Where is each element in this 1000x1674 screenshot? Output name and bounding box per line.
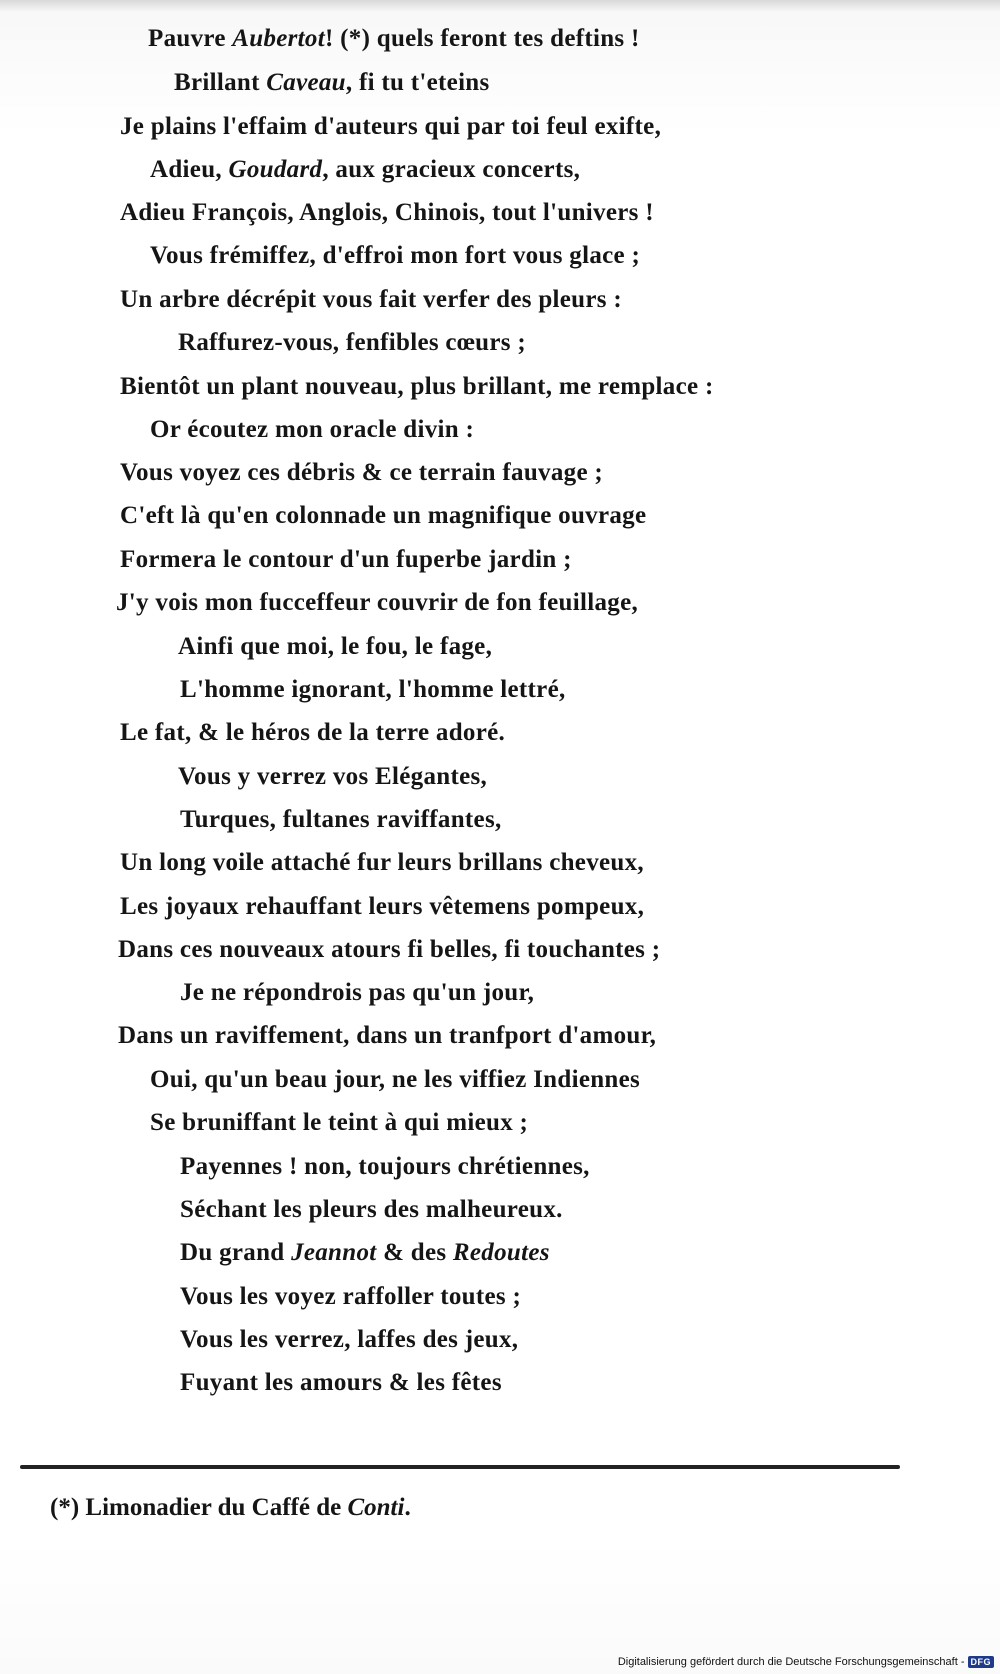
poem-line: Vous frémiffez, d'effroi mon fort vous glace ;	[150, 242, 641, 269]
italic-name: Redoutes	[452, 1239, 550, 1266]
credit-text: Digitalisierung gefördert durch die Deutsche Forschungsgemeinschaft -	[617, 1656, 965, 1668]
poem-line: Vous y verrez vos Elégantes,	[178, 763, 488, 790]
poem-line: Raffurez-vous, fenfibles cœurs ;	[178, 329, 526, 356]
dfg-logo: DFG	[968, 1656, 995, 1668]
poem-line: L'homme ignorant, l'homme lettré,	[180, 676, 566, 703]
poem-line: Je plains l'effaim d'auteurs qui par toi feul exifte,	[120, 113, 662, 140]
poem-line: Bientôt un plant nouveau, plus brillant, me remplace :	[120, 373, 714, 400]
italic-name: Aubertot	[232, 25, 325, 52]
poem-line: Vous les verrez, laffes des jeux,	[180, 1326, 519, 1353]
poem-line: Fuyant les amours & les fêtes	[180, 1369, 502, 1396]
poem-line: Adieu François, Anglois, Chinois, tout l'univers !	[120, 199, 654, 226]
poem-line: Dans un raviffement, dans un tranfport d'amour,	[118, 1022, 657, 1049]
poem-line: Ainfi que moi, le fou, le fage,	[178, 633, 493, 660]
italic-name: Goudard	[228, 156, 323, 183]
italic-name: Caveau	[266, 69, 346, 96]
poem-line: Formera le contour d'un fuperbe jardin ;	[120, 546, 572, 573]
poem-line: Brillant Caveau, fi tu t'eteins	[174, 69, 490, 96]
poem-line: Payennes ! non, toujours chrétiennes,	[180, 1153, 590, 1180]
italic-name: Jeannot	[291, 1239, 377, 1266]
poem-line: Se bruniffant le teint à qui mieux ;	[150, 1109, 529, 1136]
poem-line: Je ne répondrois pas qu'un jour,	[180, 979, 535, 1006]
footnote: (*) Limonadier du Caffé de Conti.	[50, 1494, 411, 1521]
poem-line: Le fat, & le héros de la terre adoré.	[120, 719, 506, 746]
poem-line: Vous les voyez raffoller toutes ;	[180, 1283, 522, 1310]
poem-line: Séchant les pleurs des malheureux.	[180, 1196, 563, 1223]
poem-line: Oui, qu'un beau jour, ne les viffiez Indiennes	[150, 1066, 641, 1093]
digitization-credit	[618, 1656, 994, 1668]
poem-line: Du grand Jeannot & des Redoutes	[180, 1239, 550, 1266]
poem-line: C'eft là qu'en colonnade un magnifique ouvrage	[120, 502, 647, 529]
poem-line: Dans ces nouveaux atours fi belles, fi touchantes ;	[118, 936, 661, 963]
italic-name: Conti	[347, 1494, 405, 1521]
poem-line: Adieu, Goudard, aux gracieux concerts,	[150, 156, 581, 183]
poem-line: Vous voyez ces débris & ce terrain fauvage ;	[120, 459, 604, 486]
poem-line: Pauvre Aubertot! (*) quels feront tes deftins !	[148, 25, 640, 52]
footnote-divider	[20, 1465, 900, 1469]
poem-line: Turques, fultanes raviffantes,	[180, 806, 502, 833]
poem-line: Un long voile attaché fur leurs brillans cheveux,	[120, 849, 644, 876]
poem-line: J'y vois mon fucceffeur couvrir de fon feuillage,	[116, 589, 639, 616]
poem-line: Un arbre décrépit vous fait verfer des pleurs :	[120, 286, 622, 313]
poem-line: Or écoutez mon oracle divin :	[150, 416, 475, 443]
poem-line: Les joyaux rehauffant leurs vêtemens pompeux,	[120, 893, 645, 920]
